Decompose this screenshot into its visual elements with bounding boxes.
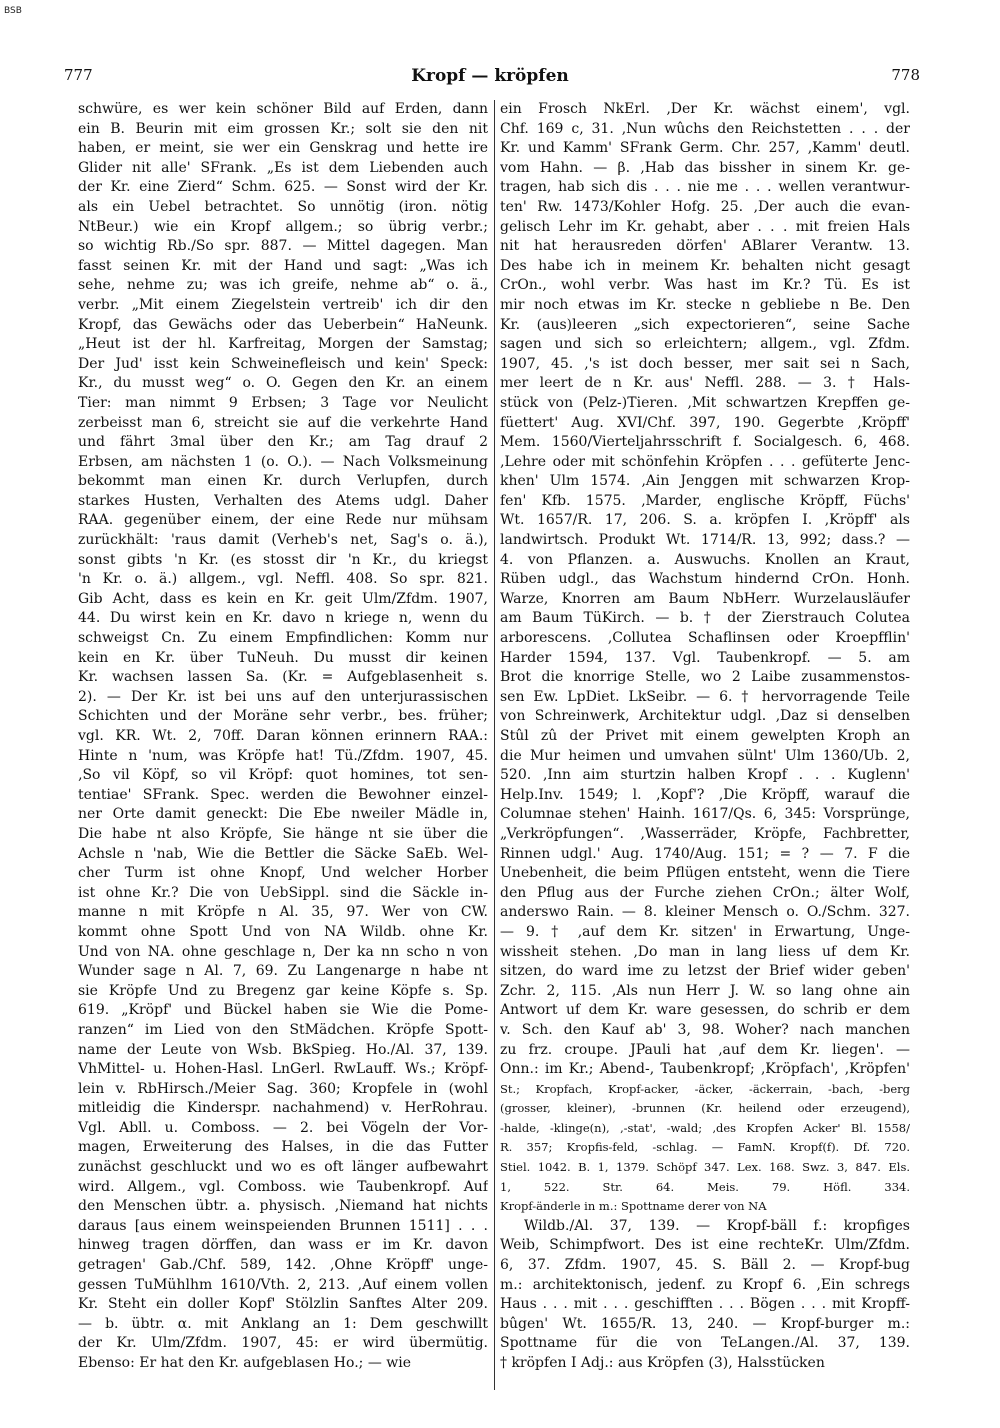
- text-line: den Pflug aus der Furche ziehen CrOn.; älter Wolf,: [500, 884, 910, 901]
- text-line: Stiel. 1042. B. 1, 1379. Schöpf 347. Lex. 168. Swz. 3, 847. Els.: [500, 1160, 910, 1175]
- text-line: sonst gibts 'n Kr. (es stosst dir 'n Kr., du kriegst: [78, 551, 488, 568]
- text-line: — b. übtr. α. mit Anklang an 1: Dem geschwillt: [78, 1315, 488, 1332]
- text-line: 4. von Pflanzen. a. Auswuchs. Knollen an Kraut,: [500, 551, 910, 568]
- text-line: 619. „Kröpf' und Bückel haben sie Wie die Pome-: [78, 1002, 488, 1019]
- text-line: ten' Rw. 1473/Kohler Hofg. 25. ‚Der auch die evan-: [500, 198, 910, 215]
- text-line: Erbsen, am nächsten 1 (o. O.). — Nach Volksmeinung: [78, 453, 488, 470]
- text-line: sagen und sich so erleichtern; allgem., vgl. Zfdm.: [500, 336, 910, 353]
- text-line: mer leert de n Kr. aus' Neffl. 288. — 3. † Hals-: [500, 375, 910, 392]
- text-line: der Kr. eine Zierd“ Schm. 625. — Sonst wird der Kr.: [78, 179, 488, 196]
- text-line: Tier: man nimmt 9 Erbsen; 3 Tage vor Neulicht: [78, 394, 488, 411]
- text-line: „Heut ist der hl. Karfreitag, Morgen der Samstag;: [78, 336, 488, 353]
- text-line: von Schreinwerk, Architektur udgl. ‚Daz si denselben: [500, 708, 910, 725]
- page-header: [60, 66, 920, 92]
- text-line: Gib Acht, dass es kein en Kr. geit Ulm/Zfdm. 1907,: [78, 590, 488, 607]
- text-line: schwüre, es wer kein schöner Bild auf Erden, dann: [78, 101, 488, 117]
- page-number-left: 777: [64, 66, 93, 84]
- text-line: 'n Kr. o. ä.) allgem., vgl. Neffl. 408. So spr. 821.: [78, 571, 488, 588]
- text-line: kein en Kr. über TuNeuh. Du musst dir keinen: [78, 649, 488, 666]
- text-line: 1, 522. Str. 64. Meis. 79. Höfl. 334.: [500, 1179, 910, 1194]
- text-line: haben, er meint, sie wer ein Genskrag und hette ire: [78, 140, 488, 157]
- text-line: Unebenheit, die beim Pflügen entsteht, wenn die Tiere: [500, 865, 910, 882]
- text-line: CrOn., wohl verbr. Was hast im Kr.? Tü. Es ist: [500, 277, 910, 294]
- text-line: Hinte n 'num, was Kröpfe hat! Tü./Zfdm. 1907, 45.: [78, 747, 488, 764]
- text-line: 1907, 45. ‚'s ist doch besser, mer sait sei n Sach,: [500, 355, 910, 372]
- text-line: tentiae' SFrank. Spec. werden die Bewohner einzel-: [78, 786, 488, 803]
- page-number-right: 778: [891, 66, 920, 84]
- text-line: mitleidig die Kinderspr. nachahmend) v. HerRohrau.: [78, 1100, 488, 1117]
- right-column: [500, 100, 910, 1374]
- text-line: name der Leute von Wsb. BkSpieg. Ho./Al. 37, 139.: [78, 1041, 488, 1058]
- text-line: ner Orte damit geneckt: Die Ebe nweiler Mädle in,: [78, 806, 488, 823]
- text-line: der Kr. Ulm/Zfdm. 1907, 45: er wird übermütig.: [78, 1335, 488, 1352]
- text-line: Achsle n 'nab, Wie die Bettler die Säcke SaEb. Wel-: [78, 845, 488, 862]
- text-line: als ein Uebel betrachtet. So unnötig (iron. nötig: [78, 198, 488, 215]
- text-line: sitzen, do ward ime zu letzst der Brief wider geben': [500, 963, 910, 980]
- text-line: Chf. 169 c, 31. ‚Nun wûchs den Reichstetten . . . der: [500, 120, 910, 137]
- text-line: Mem. 1560/Vierteljahrsschrift f. Socialgesch. 6, 468.: [500, 434, 910, 451]
- text-line: Ebenso: Er hat den Kr. aufgeblasen Ho.; — wie: [78, 1355, 412, 1371]
- text-line: Wunder sage n Al. 7, 69. Zu Langenarge n habe nt: [78, 963, 488, 980]
- text-line: hinweg tragen dörffen, dan wass er im Kr. davon: [78, 1237, 488, 1254]
- text-line: Columnae stehen' Hainh. 1617/Qs. 6, 345: Vorsprünge,: [500, 806, 910, 823]
- text-line: — 9. † ‚auf dem Kr. sitzen' in Erwartung, Unge-: [500, 923, 910, 940]
- text-line: St.; Kropfach, Kropf-acker, -äcker, -äckerrain, -bach, -berg: [500, 1081, 910, 1096]
- text-line: schweigst Cn. Zu einem Empfindlichen: Komm nur: [78, 630, 488, 647]
- text-line: sen Ew. LpDiet. LkSeibr. — 6. † hervorragende Teile: [500, 688, 910, 705]
- text-line: verbr. „Mit einem Ziegelstein vertreib' ich dir den: [78, 296, 488, 313]
- text-line: zunächst geschluckt und wo es oft länger aufbewahrt: [78, 1159, 488, 1176]
- text-line: Weib, Schimpfwort. Des ist eine rechteKr. Ulm/Zfdm.: [500, 1237, 910, 1254]
- text-line: VhMittel- u. Hohen-Hasl. LnGerl. RwLauff. Ws.; Kröpf-: [78, 1061, 488, 1078]
- text-line: bekommt man einen Kr. durch Verlupfen, durch: [78, 473, 488, 490]
- text-line: fasst seinen Kr. mit der Hand und sagt: „Was ich: [78, 257, 488, 274]
- text-line: Kr. und Kamm' SFrank Germ. Chr. 257, ‚Kamm' deutl.: [500, 140, 910, 157]
- text-line: die Mur heimen und umvahen sülnt' Ulm 1360/Ub. 2,: [500, 747, 910, 764]
- text-line: vom Hahn. — β. ‚Hab das bissher in sinem Kr. ge-: [500, 159, 910, 176]
- text-line: gelisch Lehr im Kr. gehabt, aber . . . mit freien Hals: [500, 218, 910, 235]
- text-line: ‚So vil Köpf, so vil Kröpf: quot homines, tot sen-: [78, 767, 488, 784]
- text-line: bûgen' Wt. 1655/R. 13, 240. — Kropf-burger m.:: [500, 1315, 910, 1332]
- text-line: Des habe ich in meinem Kr. behalten nicht gesagt: [500, 257, 910, 274]
- left-column: [78, 100, 488, 1374]
- text-line: den Menschen übtr. a. physisch. ‚Niemand hat nichts: [78, 1198, 488, 1215]
- text-line: ‚Lehre oder mit schönfehin Kröpfen . . . gefüterte Jenc-: [500, 453, 910, 470]
- text-line: zu frz. croupe. JPauli hat ‚auf dem Kr. liegen'. —: [500, 1041, 910, 1058]
- text-line: -halde, -klinge(n), ‚-stat', -wald; ‚des Kropfen Acker' Bl. 1558/: [500, 1120, 910, 1135]
- text-line: 2). — Der Kr. ist bei uns auf den unterjurassischen: [78, 688, 488, 705]
- library-stamp: BSB: [4, 6, 22, 16]
- text-line: Der Jud' isst kein Schweinefleisch und kein' Speck:: [78, 355, 488, 372]
- text-line: und fährt 3mal über den Kr.; am Tag drauf 2: [78, 434, 488, 451]
- text-line: starkes Husten, Verhalten des Atems udgl. Daher: [78, 492, 488, 509]
- text-line: ranzen“ im Lied von den StMädchen. Kröpfe Spott-: [78, 1021, 488, 1038]
- text-line: ein B. Beurin mit eim grossen Kr.; solt sie den nit: [78, 120, 488, 137]
- text-line: getragen' Gab./Chf. 589, 142. ‚Ohne Kröpff' unge-: [78, 1257, 488, 1274]
- running-head: Kropf — kröpfen: [411, 66, 569, 86]
- text-line: so wichtig Rb./So spr. 887. — Mittel dagegen. Man: [78, 238, 488, 255]
- text-line: 520. ‚Inn aim sturtzin halben Kropf . . . Kuglenn': [500, 767, 910, 784]
- text-line: (grosser, kleiner), -brunnen (Kr. heilend oder erzeugend),: [500, 1101, 910, 1116]
- text-line: khen' Ulm 1574. ‚Ain Jenggen mit schwarzen Krop-: [500, 473, 910, 490]
- text-line: wissheit stehen. ‚Do man in lang liess uf dem Kr.: [500, 943, 910, 960]
- text-line: kommt ohne Spott Und von NA Wildb. ohne Kr.: [78, 923, 488, 940]
- text-line: Stûl zû der Privet mit einem gewelpten Kroph an: [500, 728, 910, 744]
- text-line: v. Sch. den Kauf ab' 3, 98. Woher? nach manchen: [500, 1021, 910, 1038]
- text-line: Wildb./Al. 37, 139. — Kropf-bäll f.: kropfiges: [524, 1217, 910, 1234]
- text-line: Brot die knorrige Stelle, wo 2 Laibe zusammenstos-: [500, 669, 910, 686]
- text-line: sie Kröpfe Und zu Bregenz gar keine Köpfe s. Sp.: [78, 982, 488, 999]
- text-line: Kr. (aus)leeren „sich expectorieren“, seine Sache: [500, 316, 910, 333]
- text-line: vgl. KR. Wt. 2, 70ff. Daran können erinnern RAA.:: [78, 728, 488, 744]
- text-line: † kröpfen I Adj.: aus Kröpfen (3), Halsstücken: [500, 1355, 825, 1371]
- text-line: Vgl. Abll. u. Comboss. — 2. bei Vögeln der Vor-: [78, 1119, 488, 1136]
- text-line: ist ohne Kr.? Die von UebSippl. sind die Säckle in-: [78, 884, 488, 901]
- text-line: wird. Allgem., vgl. Comboss. wie Taubenkropf. Auf: [78, 1178, 488, 1195]
- text-line: RAA. gegenüber einem, der eine Rede nur mühsam: [78, 512, 488, 529]
- text-line: „Verkröpfungen“. ‚Wasserräder, Kröpfe, Fachbretter,: [500, 825, 910, 842]
- text-line: Kr. Steht ein doller Kopf' Stölzlin Sanftes Alter 209.: [78, 1296, 488, 1313]
- text-line: Glider nit alle' SFrank. „Es ist dem Liebenden auch: [78, 159, 488, 176]
- text-line: Haus . . . mit . . . geschifften . . . Bögen . . . mit Kropff-: [500, 1296, 910, 1313]
- text-line: Zchr. 2, 115. ‚Als nun Herr J. W. so lang ohne ain: [500, 982, 910, 999]
- text-line: cher Turm ist ohne Knopf, Und welcher Horber: [78, 865, 488, 882]
- text-line: Onn.: im Kr.; Abend-, Taubenkropf; ‚Kröpfach', ‚Kröpfen': [500, 1061, 910, 1078]
- text-line: Rüben udgl., das Wachstum hindernd CrOn. Honh.: [500, 571, 910, 588]
- text-line: Die habe nt also Kröpfe, Sie hänge nt sie über die: [78, 825, 488, 842]
- text-line: stück von (Pelz-)Tieren. ‚Mit schwartzen Krepffen ge-: [500, 394, 910, 411]
- text-line: arborescens. ‚Collutea Schaflinsen oder Kroepfflin': [500, 630, 910, 647]
- text-line: sehe, nehme zu; was ich greife, nehme ab“ o. ä.,: [78, 277, 488, 294]
- text-line: Kropf-änderle in m.: Spottname derer von NA: [500, 1199, 767, 1214]
- text-line: manne n mit Kröpfe n Al. 35, 97. Wer von CW.: [78, 904, 488, 921]
- text-line: Kr., du musst weg“ o. O. Gegen den Kr. an einem: [78, 375, 488, 392]
- text-line: zerbeisst man 6, streicht sie auf die verkehrte Hand: [78, 414, 488, 431]
- text-line: magen, Erweiterung des Halses, in die das Futter: [78, 1139, 488, 1156]
- text-line: nit hat herausreden dörfen' ABlarer Verantw. 13.: [500, 238, 910, 255]
- text-line: zurückhält: 'raus damit (Verheb's net, Sag's o. ä.),: [78, 532, 488, 549]
- text-line: am Baum TüKirch. — b. † der Zierstrauch Colutea: [500, 610, 910, 627]
- text-line: Spottname für die von TeLangen./Al. 37, 139.: [500, 1335, 910, 1352]
- text-line: Harder 1594, 137. Vgl. Taubenkropf. — 5. am: [500, 649, 910, 666]
- text-line: lein v. RbHirsch./Meier Sag. 360; Kropfele in (wohl: [78, 1080, 488, 1097]
- text-line: 44. Du wirst kein en Kr. davo n kriege n, wenn du: [78, 610, 488, 627]
- text-line: daraus [aus einem weinspeienden Brunnen 1511] . . .: [78, 1217, 488, 1234]
- text-line: Wt. 1657/R. 17, 206. S. a. kröpfen I. ‚Kröpff' als: [500, 512, 910, 529]
- text-line: Kropf, das Gewächs oder das Ueberbein“ HaNeunk.: [78, 316, 488, 333]
- text-line: fen' Kfb. 1575. ‚Marder, englische Kröpff, Füchs': [500, 492, 910, 509]
- text-line: füettert' Aug. XVI/Chf. 397, 190. Gegerbte ‚Kröpff': [500, 414, 910, 431]
- text-line: anderswo Rain. — 8. kleiner Mensch o. O./Schm. 327.: [500, 904, 910, 921]
- text-line: 6, 37. Zfdm. 1907, 45. S. Bäll 2. — Kropf-bug: [500, 1257, 910, 1274]
- text-line: Rinnen udgl.' Aug. 1740/Aug. 151; = ? — 7. F die: [500, 845, 910, 862]
- text-line: NtBeur.) wie ein Kropf allgem.; so übrig verbr.;: [78, 218, 488, 235]
- text-line: m.: architektonisch, jedenf. zu Kropf 6. ‚Ein schregs: [500, 1276, 910, 1293]
- text-line: mir noch etwas im Kr. stecke n gebliebe n Be. Den: [500, 296, 910, 313]
- text-line: Und von NA. ohne geschlage n, Der ka nn scho n von: [78, 943, 488, 960]
- text-line: ein Frosch NkErl. ‚Der Kr. wächst einem', vgl.: [500, 101, 910, 117]
- text-line: Warze, Knorren am Baum NbHerr. Wurzelausläufer: [500, 590, 910, 607]
- column-divider: [494, 100, 495, 1390]
- text-line: R. 357; Kropfis-feld, -schlag. — FamN. Kropf(f). Df. 720.: [500, 1140, 910, 1155]
- text-line: tragen, hab sich dis . . . nie me . . . wellen verantwur-: [500, 179, 910, 196]
- text-line: landwirtsch. Produkt Wt. 1714/R. 13, 992; dass.? —: [500, 532, 910, 549]
- text-line: Kr. wachsen lassen Sa. (Kr. = Aufgeblasenheit s.: [78, 669, 488, 686]
- text-line: gessen TuMühlhm 1610/Vth. 2, 213. ‚Auf einem vollen: [78, 1276, 488, 1293]
- text-line: Schichten und der Moräne sehr verbr., bes. früher;: [78, 708, 488, 725]
- text-line: Help.Inv. 1549; l. ‚Kopf'? ‚Die Kröpff, warauf die: [500, 786, 910, 803]
- text-line: Antwort uf dem Kr. ware gesessen, do schrib er dem: [500, 1002, 910, 1019]
